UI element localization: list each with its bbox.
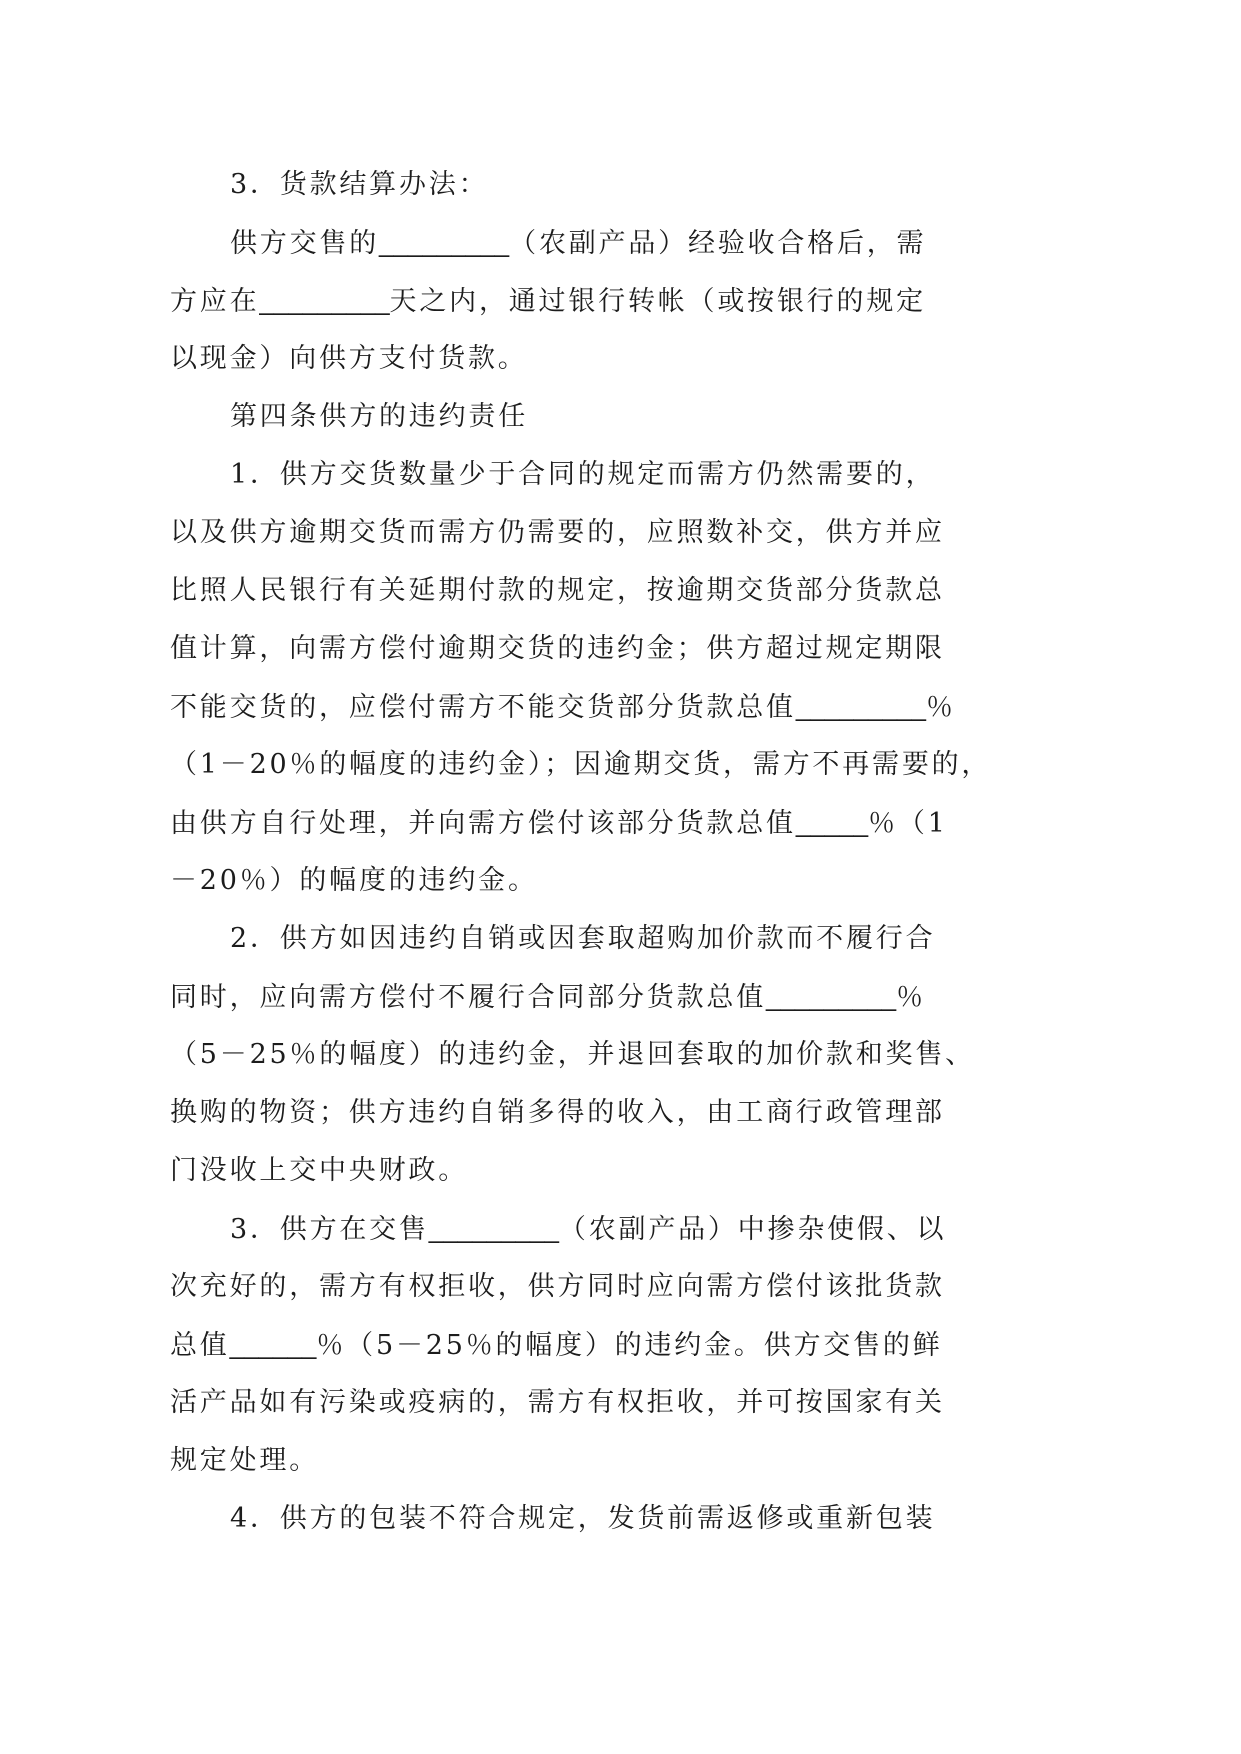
text-segment: （农副产品）经验收合格后，需 bbox=[509, 228, 927, 259]
section-heading: 第四条供方的违约责任 bbox=[230, 401, 528, 432]
text-line: 门没收上交中央财政。 bbox=[170, 1155, 468, 1186]
text-segment: 总值 bbox=[170, 1330, 230, 1361]
text-line: 以现金）向供方支付货款。 bbox=[170, 343, 528, 374]
text-line: 活产品如有污染或疫病的，需方有权拒收，并可按国家有关 bbox=[170, 1387, 945, 1418]
text-segment: 3．供方在交售 bbox=[230, 1214, 429, 1245]
text-line bbox=[170, 214, 1070, 272]
text-segment: 方应在 bbox=[170, 286, 260, 317]
text-segment: ％ bbox=[925, 692, 956, 723]
blank-field: _________ bbox=[766, 982, 897, 1012]
blank-field: _____ bbox=[795, 808, 869, 838]
text-line bbox=[170, 1316, 1070, 1374]
blank-field: _________ bbox=[428, 1214, 559, 1244]
text-line: 换购的物资；供方违约自销多得的收入，由工商行政管理部 bbox=[170, 1097, 945, 1128]
text-line: 比照人民银行有关延期付款的规定，按逾期交货部分货款总 bbox=[170, 575, 945, 606]
text-line: 值计算，向需方偿付逾期交货的违约金；供方超过规定期限 bbox=[170, 633, 945, 664]
text-line: （1－20％的幅度的违约金）；因逾期交货，需方不再需要的， bbox=[170, 749, 992, 780]
text-segment: 不能交货的，应偿付需方不能交货部分货款总值 bbox=[170, 692, 796, 723]
text-segment: 同时，应向需方偿付不履行合同部分货款总值 bbox=[170, 982, 766, 1013]
text-segment: ％ bbox=[896, 982, 926, 1013]
text-segment: （农副产品）中掺杂使假、以 bbox=[558, 1214, 947, 1245]
text-line: 1．供方交货数量少于合同的规定而需方仍然需要的， bbox=[230, 459, 936, 490]
clause-heading: 3．货款结算办法： bbox=[230, 169, 489, 200]
text-line: （5－25％的幅度）的违约金，并退回套取的加价款和奖售、 bbox=[170, 1039, 975, 1070]
text-line: 4．供方的包装不符合规定，发货前需返修或重新包装 bbox=[230, 1503, 936, 1534]
document-body bbox=[170, 156, 1070, 1548]
text-line: 2．供方如因违约自销或因套取超购加价款而不履行合 bbox=[230, 923, 936, 954]
text-segment: 由供方自行处理，并向需方偿付该部分货款总值 bbox=[170, 808, 796, 839]
text-segment: 供方交售的 bbox=[230, 228, 379, 259]
text-line bbox=[170, 1200, 1070, 1258]
text-line bbox=[170, 794, 1070, 852]
text-line bbox=[170, 968, 1070, 1026]
text-segment: 天之内，通过银行转帐（或按银行的规定 bbox=[389, 286, 926, 317]
blank-field: _________ bbox=[259, 286, 390, 316]
blank-field: ______ bbox=[229, 1330, 317, 1360]
text-segment: ％（1 bbox=[868, 808, 948, 839]
text-line bbox=[170, 272, 1070, 330]
text-line: 规定处理。 bbox=[170, 1445, 319, 1476]
text-line: 以及供方逾期交货而需方仍需要的，应照数补交，供方并应 bbox=[170, 517, 945, 548]
text-segment: ％（5－25％的幅度）的违约金。供方交售的鲜 bbox=[316, 1330, 943, 1361]
text-line: 次充好的，需方有权拒收，供方同时应向需方偿付该批货款 bbox=[170, 1271, 945, 1302]
text-line bbox=[170, 678, 1070, 736]
text-line: －20％）的幅度的违约金。 bbox=[170, 865, 538, 896]
blank-field: _________ bbox=[795, 692, 926, 722]
blank-field: _________ bbox=[379, 228, 510, 258]
